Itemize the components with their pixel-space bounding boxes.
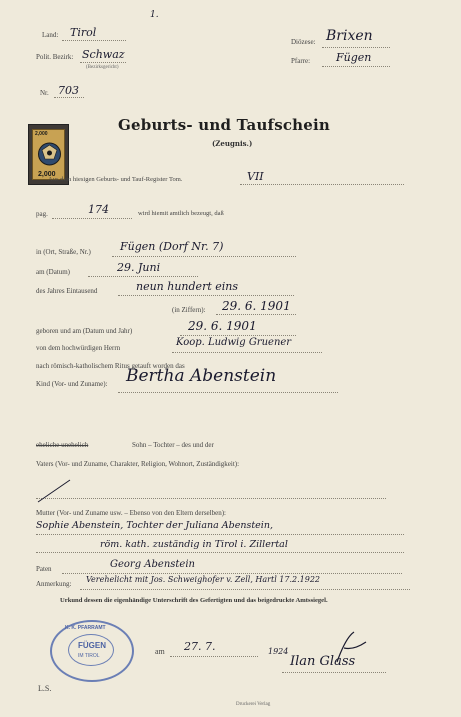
stamp-value-top: 2,000 [35,131,48,137]
paten-label: Paten [36,565,52,573]
bezirk-label: Polit. Bezirk: [36,53,74,61]
vaters-label: Vaters (Vor- und Zuname, Charakter, Religion, Wohnort, Zuständigkeit): [36,460,240,468]
page-number: 1. [150,10,159,20]
register-line-label: Aus dem hiesigen Geburts- und Tauf-Register Tom. [48,176,183,183]
mutter-value-line-1: Sophie Abenstein, Tochter der Juliana Abenstein, [36,520,273,531]
bezirk-value: Schwaz [82,48,125,61]
mutter-value-line-2: röm. kath. zuständig in Tirol i. Zillertal [100,539,288,550]
ziffern-value: 29. 6. 1901 [222,299,291,313]
sign-year-value: 1924 [268,647,289,656]
name-value: Bertha Abenstein [126,366,277,386]
dioezese-value: Brixen [326,28,373,44]
urkund-text: Urkund dessen die eigenhändige Unterschrift des Gefertigten und das beigedruckte Amtssiegel. [60,597,328,604]
footer-print: Druckerei Verlag [236,702,271,707]
pfarre-value: Fügen [336,51,372,64]
document-subtitle: (Zeugnis.) [212,139,253,148]
bezeugt-text: wird hiemit amtlich bezeugt, daß [138,210,224,217]
seal-text-middle: FÜGEN [78,641,106,650]
geboren-label: geboren und am (Datum und Jahr) [36,327,133,335]
jahres-label: des Jahres Eintausend [36,287,98,295]
name-label: Kind (Vor- und Zuname): [36,380,108,388]
ritus-text: nach römisch-katholischem Ritus getauft worden das [36,362,185,370]
pag-value: 174 [88,203,109,216]
parish-seal [50,620,134,682]
document-title: Geburts- und Taufschein [118,116,331,134]
seal-text-top: K. K. PFARRAMT [65,625,106,631]
herrn-label: von dem hochwürdigen Herrn [36,344,121,352]
stamp-value-bottom: 2,000 [38,171,56,178]
land-label: Land: [42,31,59,39]
jahres-value: neun hundert eins [136,280,238,293]
anmerkung-value: Verehelicht mit Jos. Schweighofer v. Zell, Hartl 17.2.1922 [86,575,321,584]
bezirk-note: (Bezirksgericht) [86,65,119,70]
sohn-tochter-label: Sohn – Tochter – des und der [132,441,214,449]
sign-date-value: 27. 7. [184,640,216,653]
pfarre-label: Pfarre: [291,57,311,65]
herrn-value: Koop. Ludwig Gruener [176,337,292,348]
mutter-label: Mutter (Vor- und Zuname usw. – Ebenso von den Eltern derselben): [36,509,226,517]
pag-label: pag. [36,210,48,218]
land-value: Tirol [70,26,97,39]
ort-value: Fügen (Dorf Nr. 7) [120,240,224,253]
ort-label: in (Ort, Straße, Nr.) [36,248,91,256]
geboren-value: 29. 6. 1901 [188,319,257,333]
tom-value: VII [247,170,264,183]
am-label: am [155,647,165,656]
signature-flourish [282,628,372,668]
ziffern-label: (in Ziffern): [172,306,206,314]
anmerkung-label: Anmerkung: [36,580,72,588]
seal-text-bottom: IM TIROL [78,653,100,659]
vaters-strike-mark [36,472,76,512]
priest-signature: Ilan Glass [290,654,356,669]
nr-value: 703 [58,84,79,97]
datum-label: am (Datum) [36,268,71,276]
datum-value: 29. Juni [117,261,161,274]
dioezese-label: Diözese: [291,38,316,46]
paten-value: Georg Abenstein [110,559,195,570]
nr-label: Nr. [40,89,49,97]
ls-label: L.S. [38,684,52,693]
eheliche-label: eheliche unehelich [36,441,89,449]
